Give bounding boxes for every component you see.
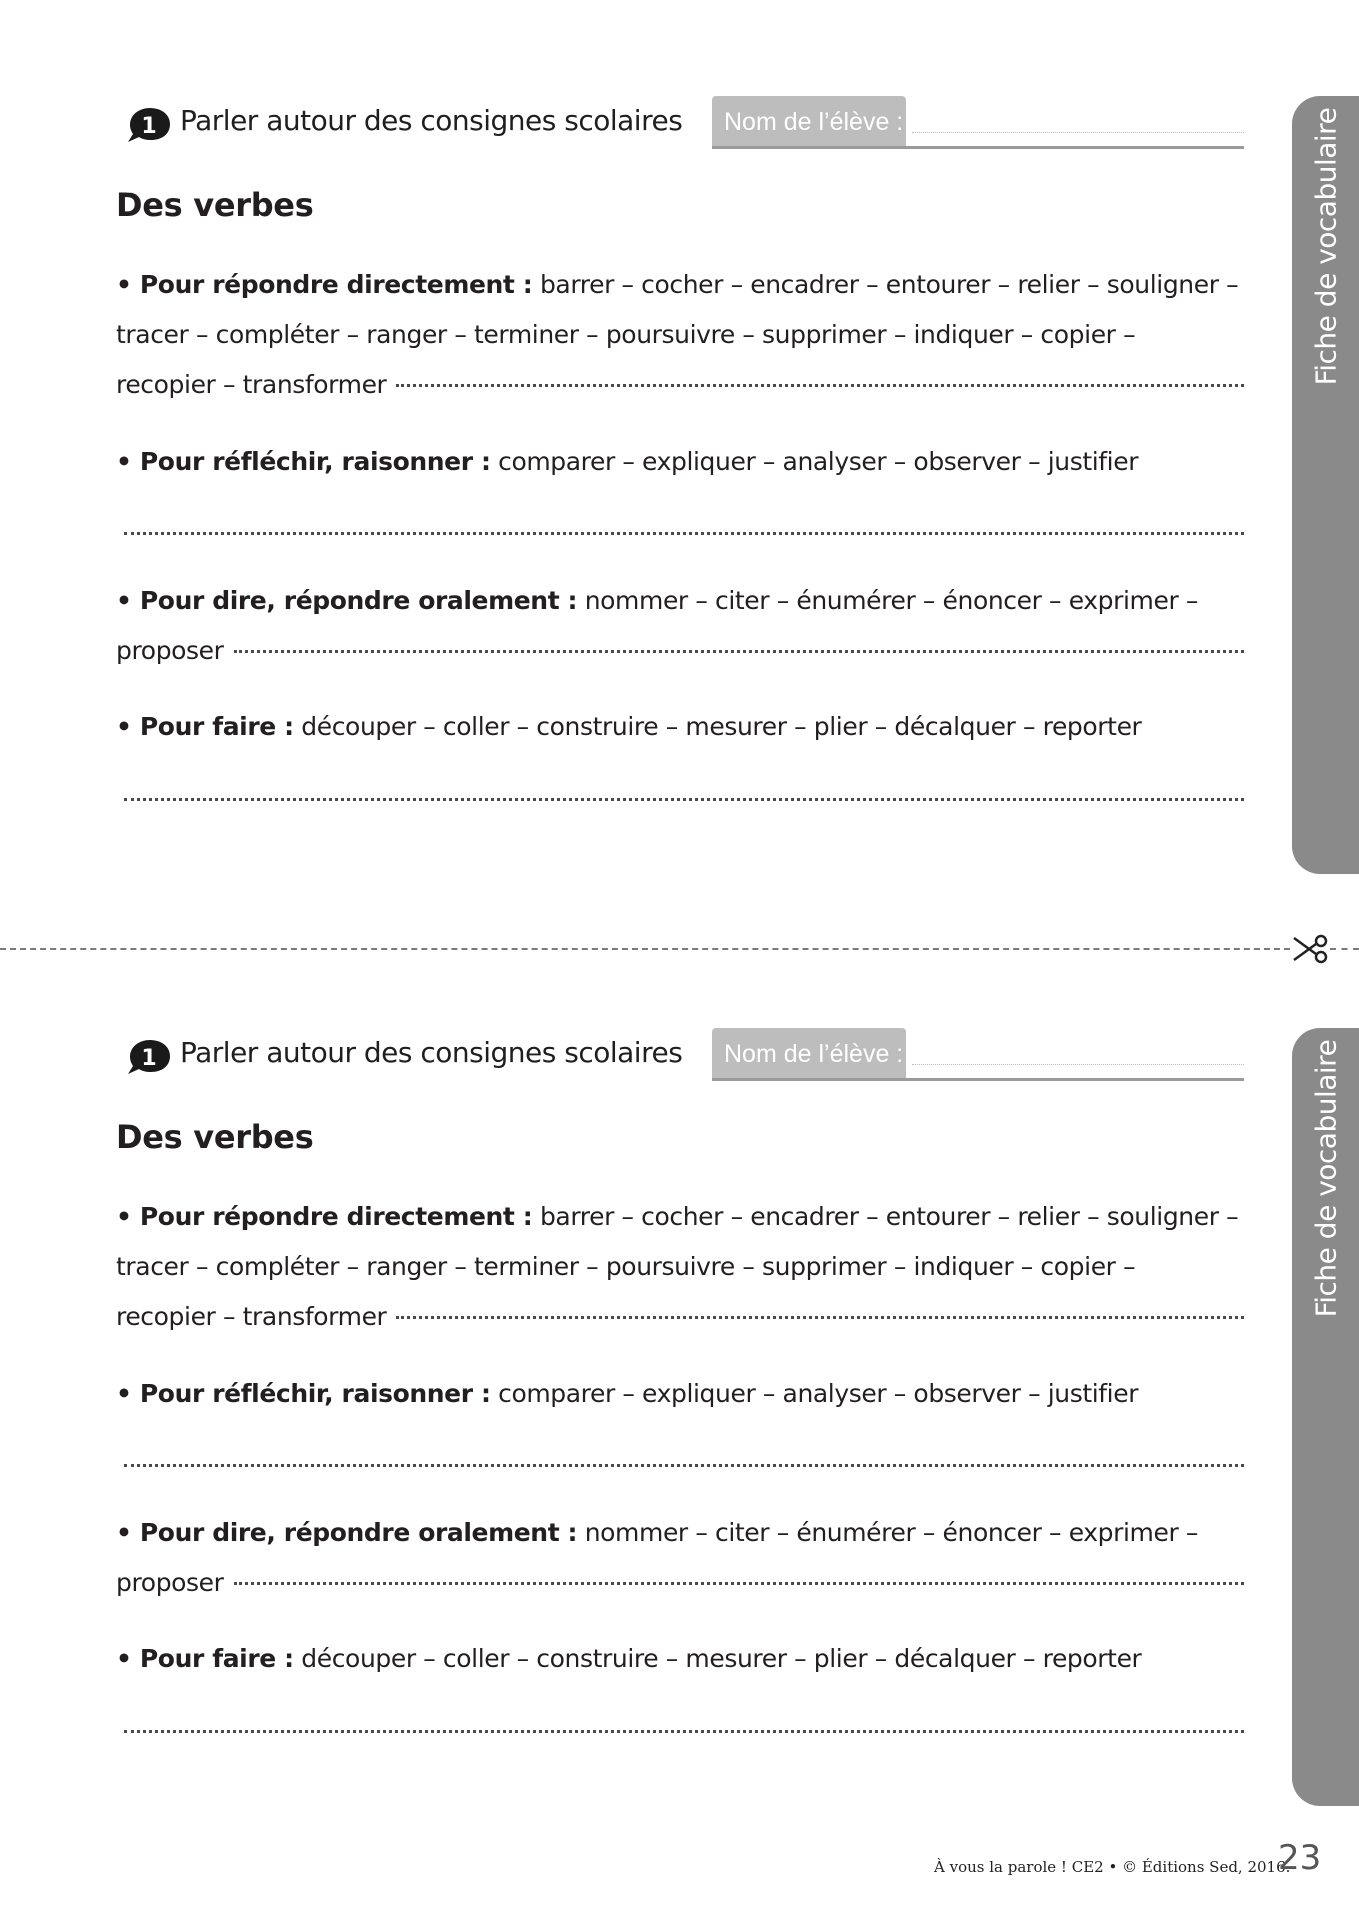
verb-list: comparer – expliquer – analyser – observer – justifier [498, 1379, 1139, 1408]
verb-group-respond-directly [116, 260, 1244, 410]
side-tab-label: Fiche de vocabulaire [1309, 1039, 1343, 1317]
answer-dotted-line[interactable] [234, 650, 1244, 653]
verb-list-tail: recopier – transformer [116, 1302, 387, 1331]
exercise-title: Parler autour des consignes scolaires [180, 1036, 683, 1069]
verb-list: nommer – citer – énumérer – énoncer – exprimer – [584, 586, 1198, 615]
badge-number: 1 [141, 1046, 157, 1071]
side-tab-label-wrap [1292, 96, 1359, 396]
page-number: 23 [1278, 1838, 1322, 1878]
section-title: Des verbes [116, 186, 314, 224]
name-underline [712, 146, 1244, 149]
verb-list: découper – coller – construire – mesurer – plier – décalquer – reporter [301, 712, 1142, 741]
student-name-field[interactable] [912, 1064, 1244, 1065]
student-name-field[interactable] [912, 132, 1244, 133]
speech-bubble-number-icon [122, 1038, 174, 1076]
speech-bubble-number-icon [122, 106, 174, 144]
answer-dotted-line[interactable] [396, 1316, 1244, 1319]
verb-group-oral [116, 1508, 1244, 1608]
verb-group-reflect [116, 1369, 1244, 1419]
side-tab-label-wrap [1292, 1028, 1359, 1328]
badge-number: 1 [141, 114, 157, 139]
verb-group-lead: • Pour faire : [116, 1644, 294, 1673]
verb-list-tail: recopier – transformer [116, 370, 387, 399]
verb-list-tail: proposer [116, 1568, 224, 1597]
verb-group-lead: • Pour faire : [116, 712, 294, 741]
verb-group-respond-directly [116, 1192, 1244, 1342]
answer-dotted-line[interactable] [124, 1730, 1244, 1733]
section-title: Des verbes [116, 1118, 314, 1156]
student-name-label: Nom de l’élève : [712, 1028, 906, 1080]
verb-group-oral [116, 576, 1244, 676]
verb-group-lead: • Pour dire, répondre oralement : [116, 586, 578, 615]
student-name-label: Nom de l’élève : [712, 96, 906, 148]
verb-group-lead: • Pour réfléchir, raisonner : [116, 1379, 491, 1408]
verb-group-lead: • Pour répondre directement : [116, 270, 533, 299]
verb-list: barrer – cocher – encadrer – entourer – relier – souligner – tracer – compléter – ranger – terminer – poursuivre – supprimer – indiquer – copier – [116, 270, 1239, 349]
worksheet-card-top [0, 0, 1359, 900]
verb-group-lead: • Pour répondre directement : [116, 1202, 533, 1231]
verb-group-lead: • Pour dire, répondre oralement : [116, 1518, 578, 1547]
footer-credit: À vous la parole ! CE2 • © Éditions Sed, 2016. [934, 1858, 1291, 1876]
name-underline [712, 1078, 1244, 1081]
answer-dotted-line[interactable] [396, 384, 1244, 387]
verb-list-tail: proposer [116, 636, 224, 665]
answer-dotted-line[interactable] [234, 1582, 1244, 1585]
worksheet-card-bottom [0, 932, 1359, 1832]
answer-dotted-line[interactable] [124, 532, 1244, 535]
verb-group-reflect [116, 437, 1244, 487]
verb-group-make [116, 1634, 1244, 1684]
verb-list: découper – coller – construire – mesurer – plier – décalquer – reporter [301, 1644, 1142, 1673]
answer-dotted-line[interactable] [124, 798, 1244, 801]
answer-dotted-line[interactable] [124, 1464, 1244, 1467]
verb-list: barrer – cocher – encadrer – entourer – relier – souligner – tracer – compléter – ranger – terminer – poursuivre – supprimer – indiquer – copier – [116, 1202, 1239, 1281]
side-tab-label: Fiche de vocabulaire [1309, 107, 1343, 385]
exercise-title: Parler autour des consignes scolaires [180, 104, 683, 137]
verb-list: comparer – expliquer – analyser – observer – justifier [498, 447, 1139, 476]
verb-list: nommer – citer – énumérer – énoncer – exprimer – [584, 1518, 1198, 1547]
verb-group-lead: • Pour réfléchir, raisonner : [116, 447, 491, 476]
verb-group-make [116, 702, 1244, 752]
